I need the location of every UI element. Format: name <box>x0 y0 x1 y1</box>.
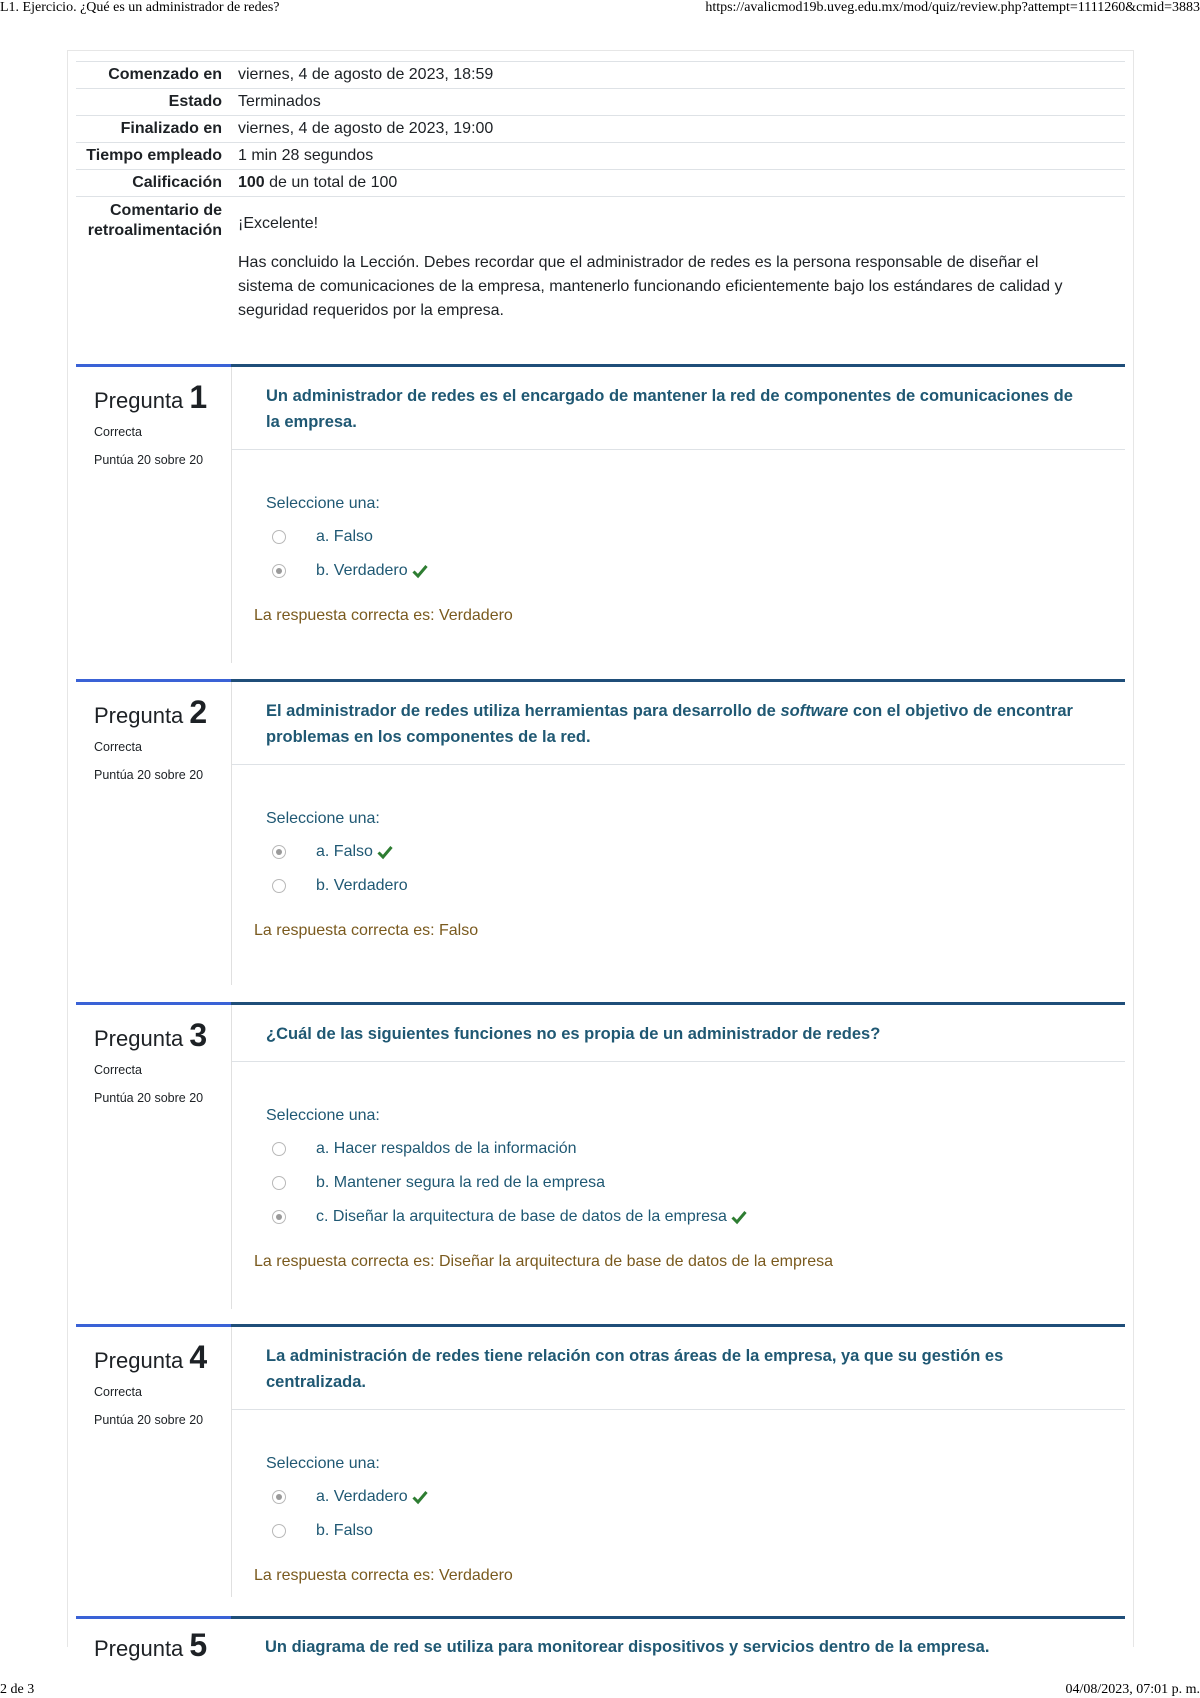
question-grade: Puntúa 20 sobre 20 <box>94 453 204 467</box>
option-label: b. Mantener segura la red de la empresa <box>316 1174 606 1191</box>
answer-option[interactable] <box>266 520 1125 554</box>
question-label: Pregunta <box>94 1348 184 1373</box>
option-label: b. Verdadero <box>316 877 408 894</box>
summary-row-finished <box>76 115 1125 142</box>
question-info <box>94 1340 231 1428</box>
question-number <box>94 1018 231 1056</box>
answer-option[interactable] <box>266 1480 1125 1514</box>
answer-option[interactable] <box>266 1200 1125 1234</box>
radio-button[interactable] <box>272 879 286 893</box>
correct-answer-feedback: La respuesta correcta es: Verdadero <box>254 1567 513 1584</box>
summary-label: Estado <box>168 93 222 110</box>
print-url: https://avalicmod19b.uveg.edu.mx/mod/quiz/review.php?attempt=1111260&cmid=3883 <box>705 0 1200 15</box>
question-number <box>94 695 231 733</box>
feedback-label-line1: Comentario de <box>109 202 222 219</box>
option-label: b. Falso <box>316 1522 373 1539</box>
summary-label: Calificación <box>132 174 222 191</box>
question-content <box>231 682 1125 985</box>
summary-label: Comenzado en <box>108 66 222 83</box>
question-text: Un administrador de redes es el encargado de mantener la red de componentes de comunicaciones de la empresa. <box>232 367 1125 450</box>
answer-option[interactable] <box>266 869 1125 903</box>
radio-button[interactable] <box>272 1524 286 1538</box>
correct-check-icon <box>731 1210 747 1224</box>
question-label: Pregunta <box>94 1636 184 1661</box>
grade-total: de un total de 100 <box>269 174 398 191</box>
summary-value: viernes, 4 de agosto de 2023, 18:59 <box>238 66 494 83</box>
option-label: b. Verdadero <box>316 562 408 579</box>
question-number <box>94 1340 231 1378</box>
question-text <box>232 682 1125 765</box>
summary-row-state <box>76 88 1125 115</box>
question-state: Correcta <box>94 1385 142 1399</box>
answer-prompt: Seleccione una: <box>266 495 380 512</box>
answer-option[interactable] <box>266 1166 1125 1200</box>
summary-row-feedback <box>76 196 1125 326</box>
question-info <box>94 1018 231 1106</box>
summary-row-grade <box>76 169 1125 196</box>
option-label: c. Diseñar la arquitectura de base de datos de la empresa <box>316 1208 727 1225</box>
question-number-value: 5 <box>189 1627 208 1663</box>
question-grade: Puntúa 20 sobre 20 <box>94 1413 204 1427</box>
correct-check-icon <box>377 845 393 859</box>
radio-button[interactable] <box>272 530 286 544</box>
question-divider <box>76 1616 1125 1619</box>
question-text-part: con el objetivo de encontrar problemas en los componentes de la red. <box>266 702 1073 746</box>
question-text-italic: software <box>780 702 849 720</box>
question-state: Correcta <box>94 425 142 439</box>
print-header <box>0 0 1200 18</box>
correct-check-icon <box>412 1490 428 1504</box>
summary-label <box>76 197 230 326</box>
question-content <box>231 1327 1125 1597</box>
question-info <box>94 695 231 783</box>
question-content <box>231 1005 1125 1309</box>
answer-option[interactable] <box>266 1132 1125 1166</box>
question-5 <box>76 1616 1125 1663</box>
question-state: Correcta <box>94 1063 142 1077</box>
question-state: Correcta <box>94 740 142 754</box>
answer-block <box>232 765 1125 903</box>
feedback-value <box>230 197 1125 326</box>
quiz-review-page <box>67 50 1134 1663</box>
question-number-value: 4 <box>189 1339 208 1375</box>
question-content <box>231 367 1125 663</box>
answer-prompt: Seleccione una: <box>266 1107 380 1124</box>
summary-label: Tiempo empleado <box>86 147 222 164</box>
correct-answer-feedback: La respuesta correcta es: Verdadero <box>254 607 513 624</box>
radio-button-selected[interactable] <box>272 845 286 859</box>
radio-button[interactable] <box>272 1176 286 1190</box>
print-datetime: 04/08/2023, 07:01 p. m. <box>1065 1682 1200 1697</box>
question-number-value: 1 <box>189 379 208 415</box>
summary-value: Terminados <box>238 93 321 110</box>
answer-block <box>232 450 1125 588</box>
correct-answer-feedback: La respuesta correcta es: Diseñar la arquitectura de base de datos de la empresa <box>254 1253 833 1270</box>
question-info <box>94 380 231 468</box>
print-page-number: 2 de 3 <box>0 1682 35 1697</box>
summary-row-time <box>76 142 1125 169</box>
feedback-body: Has concluido la Lección. Debes recordar que el administrador de redes es la persona responsable de diseñar el sistema de comunicaciones de la empresa, mantenerlo funcionando eficientemente bajo los estándares de calidad y seguridad requeridos por la empresa. <box>238 254 1063 319</box>
option-label: a. Falso <box>316 528 373 545</box>
answer-prompt: Seleccione una: <box>266 810 380 827</box>
answer-prompt: Seleccione una: <box>266 1455 380 1472</box>
summary-label: Finalizado en <box>120 120 222 137</box>
correct-check-icon <box>412 564 428 578</box>
question-label: Pregunta <box>94 388 184 413</box>
answer-block <box>232 1062 1125 1234</box>
option-label: a. Verdadero <box>316 1488 408 1505</box>
radio-button-selected[interactable] <box>272 1210 286 1224</box>
correct-answer-feedback: La respuesta correcta es: Falso <box>254 922 479 939</box>
print-page-title: L1. Ejercicio. ¿Qué es un administrador de redes? <box>0 0 280 15</box>
question-number <box>94 380 231 418</box>
answer-option[interactable] <box>266 554 1125 588</box>
summary-row-started <box>76 61 1125 88</box>
answer-option[interactable] <box>266 835 1125 869</box>
grade-score: 100 <box>238 174 265 191</box>
answer-option[interactable] <box>266 1514 1125 1548</box>
question-text: La administración de redes tiene relación con otras áreas de la empresa, ya que su gestión es centralizada. <box>232 1327 1125 1410</box>
question-number-value: 2 <box>189 694 208 730</box>
question-grade: Puntúa 20 sobre 20 <box>94 768 204 782</box>
radio-button-selected[interactable] <box>272 564 286 578</box>
summary-value: viernes, 4 de agosto de 2023, 19:00 <box>238 120 494 137</box>
radio-button[interactable] <box>272 1142 286 1156</box>
question-text: Un diagrama de red se utiliza para monitorear dispositivos y servicios dentro de la empresa. <box>265 1638 990 1656</box>
answer-block <box>232 1410 1125 1548</box>
feedback-title: ¡Excelente! <box>238 215 319 232</box>
radio-button-selected[interactable] <box>272 1490 286 1504</box>
question-text: ¿Cuál de las siguientes funciones no es propia de un administrador de redes? <box>232 1005 1125 1062</box>
question-number <box>94 1628 207 1666</box>
option-label: a. Hacer respaldos de la información <box>316 1140 577 1157</box>
question-text-part: El administrador de redes utiliza herramientas para desarrollo de <box>266 702 781 720</box>
feedback-label-line2: retroalimentación <box>87 222 222 239</box>
question-number-value: 3 <box>189 1017 208 1053</box>
question-grade: Puntúa 20 sobre 20 <box>94 1091 204 1105</box>
attempt-summary-table <box>76 61 1125 326</box>
question-label: Pregunta <box>94 703 184 728</box>
summary-value: 1 min 28 segundos <box>238 147 374 164</box>
question-label: Pregunta <box>94 1026 184 1051</box>
summary-value <box>230 170 1125 196</box>
option-label: a. Falso <box>316 843 373 860</box>
